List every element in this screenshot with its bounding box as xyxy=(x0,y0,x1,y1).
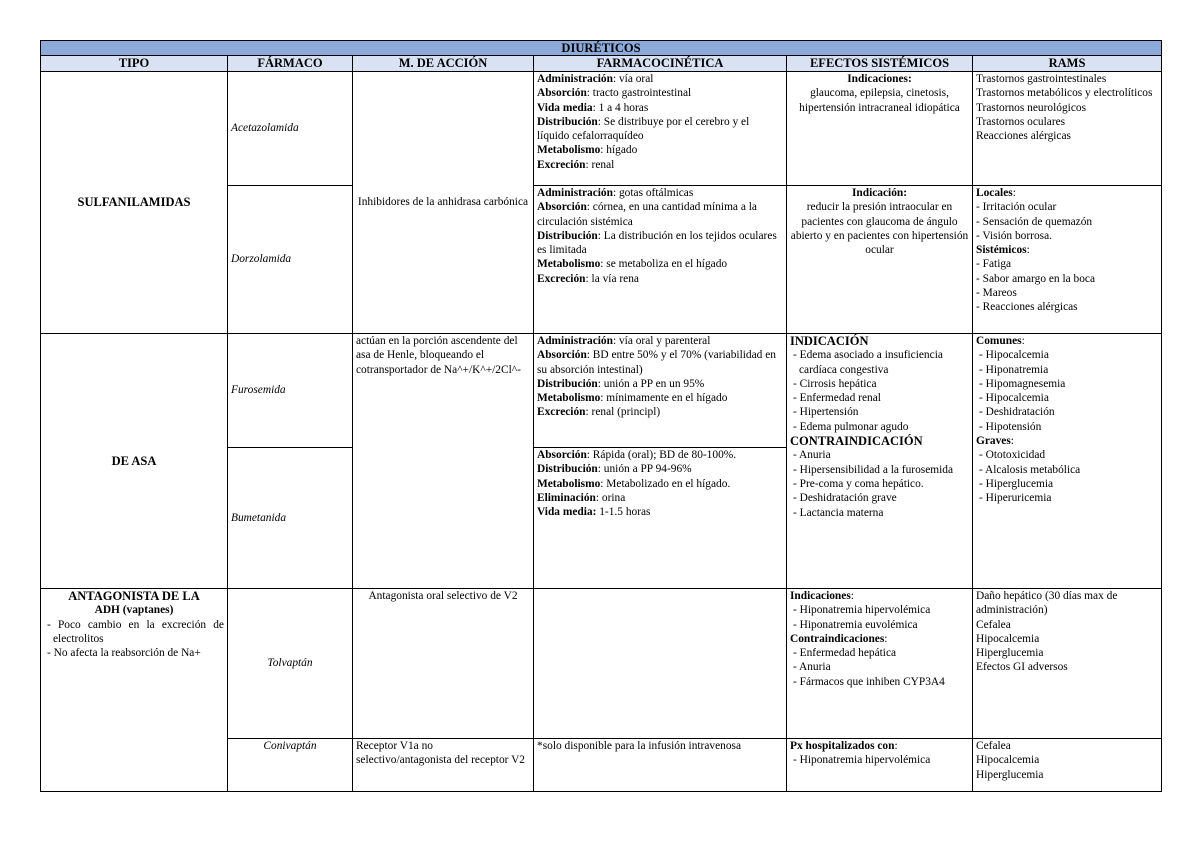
list-item: - Enfermedad hepática xyxy=(793,647,897,660)
accion-text: Antagonista oral selectivo de V2 xyxy=(368,590,518,602)
efectos-text: reducir la presión intraocular en pacientes con glaucoma de ángulo abierto y en pacientes con hipertensión ocular xyxy=(790,201,969,257)
fc-label: Absorción xyxy=(537,87,587,100)
list-item: Hiperglucemia xyxy=(976,768,1044,781)
farmaco-acetazolamida: Acetazolamida xyxy=(228,72,353,186)
rams-suffix: : xyxy=(1012,187,1016,199)
list-item: - Edema asociado a insuficiencia cardíaca congestiva xyxy=(793,349,943,376)
fc-value: : renal (principl) xyxy=(585,406,661,419)
fc-value: : hígado xyxy=(600,144,638,157)
rams-heading xyxy=(976,434,1158,448)
efectos-heading: Indicaciones: xyxy=(847,73,912,85)
rams-acetazolamida xyxy=(973,72,1162,186)
fc-label: Distribución xyxy=(537,377,598,390)
list-item: - Pre-coma y coma hepático. xyxy=(793,477,924,490)
rams-de-asa xyxy=(973,334,1162,589)
list-item: - Deshidratación grave xyxy=(793,492,897,505)
accion-text: actúan en la porción ascendente del asa de Henle, bloqueando el cotransportador de Na^+/K^+/2Cl^- xyxy=(356,335,521,376)
efectos-label: Indicaciones xyxy=(790,590,851,602)
header-farmaco: FÁRMACO xyxy=(228,56,353,72)
fc-value: : BD entre 50% y el 70% (variabilidad en su absorción intestinal) xyxy=(537,349,776,376)
list-item: - Hipertensión xyxy=(793,406,859,419)
list-item: - Hiponatremia hipervolémica xyxy=(793,604,931,617)
rams-suffix: : xyxy=(1021,335,1025,347)
fc-label: Distribución xyxy=(537,463,598,476)
farmacocinetica-dorzolamida xyxy=(534,186,787,334)
header-efectos: EFECTOS SISTÉMICOS xyxy=(787,56,973,72)
accion-text: Inhibidores de la anhidrasa carbónica xyxy=(357,196,529,209)
accion-conivaptan xyxy=(353,739,534,792)
fc-value: : unión a PP 94-96% xyxy=(597,463,692,476)
efectos-heading: CONTRAINDICACIÓN xyxy=(790,434,923,449)
list-item: - Edema pulmonar agudo xyxy=(793,420,909,433)
efectos-heading xyxy=(790,739,969,753)
rams-label: Graves xyxy=(976,435,1011,448)
efectos-heading: INDICACIÓN xyxy=(790,334,869,348)
farmaco-bumetanida: Bumetanida xyxy=(228,448,353,589)
fc-label: Excreción xyxy=(537,158,586,171)
efectos-heading xyxy=(790,632,969,646)
list-item: - Sensación de quemazón xyxy=(976,215,1093,228)
fc-value: : gotas oftálmicas xyxy=(612,187,694,199)
fc-line xyxy=(537,491,783,505)
list-item: - Hipersensibilidad a la furosemida xyxy=(793,463,954,476)
accion-de-asa xyxy=(353,334,534,589)
fc-value: 1-1.5 horas xyxy=(596,506,651,519)
accion-sulfanilamidas xyxy=(353,72,534,334)
fc-label: Absorción xyxy=(537,349,587,362)
list-item: - Hipomagnesemia xyxy=(979,377,1066,390)
fc-label: Vida media xyxy=(537,101,593,114)
fc-label: Absorción xyxy=(537,449,587,461)
fc-value: : 1 a 4 horas xyxy=(592,101,649,114)
fc-label: Administración xyxy=(537,73,613,85)
fc-value: : vía oral xyxy=(612,73,654,85)
list-item: - Fatiga xyxy=(976,258,1012,271)
farmacocinetica-furosemida xyxy=(534,334,787,448)
list-item: - Poco cambio en la excreción de electrolitos xyxy=(47,618,224,645)
table-title: DIURÉTICOS xyxy=(41,41,1162,56)
list-item: - Hiponatremia euvolémica xyxy=(793,618,918,631)
list-item: - Lactancia materna xyxy=(793,506,884,519)
fc-value: : Se distribuye por el cerebro y el líquido cefalorraquídeo xyxy=(537,115,750,143)
fc-label: Eliminación xyxy=(537,491,596,504)
fc-label: Vida media: xyxy=(537,506,597,519)
list-item: - Alcalosis metabólica xyxy=(979,463,1081,476)
header-rams: RAMS xyxy=(973,56,1162,72)
fc-value: : renal xyxy=(585,158,615,171)
farmacocinetica-bumetanida xyxy=(534,448,787,589)
efectos-heading xyxy=(790,589,969,603)
diureticos-table xyxy=(40,40,1162,792)
row-tolvaptan xyxy=(41,589,1162,739)
list-item: Trastornos gastrointestinales xyxy=(976,73,1107,85)
list-item: - Hiponatremia xyxy=(979,363,1049,376)
rams-label: Locales xyxy=(976,187,1013,199)
fc-line xyxy=(537,115,783,144)
list-item: - Enfermedad renal xyxy=(793,392,881,405)
farmaco-furosemida: Furosemida xyxy=(228,334,353,448)
efectos-heading: Indicación: xyxy=(851,187,908,199)
fc-line xyxy=(537,143,783,157)
fc-line xyxy=(537,477,783,491)
list-item: - Hipotensión xyxy=(979,420,1042,433)
list-item: - Hiperglucemia xyxy=(979,477,1054,490)
list-item: - Irritación ocular xyxy=(976,201,1057,214)
fc-line xyxy=(537,391,783,405)
fc-line xyxy=(537,334,783,348)
fc-value: : la vía rena xyxy=(585,272,639,285)
rams-suffix: : xyxy=(1010,435,1014,448)
fc-label: Excreción xyxy=(537,406,586,419)
fc-label: Administración xyxy=(537,335,613,347)
list-item: - Deshidratación xyxy=(979,406,1055,419)
efectos-conivaptan xyxy=(787,739,973,792)
header-tipo: TIPO xyxy=(41,56,228,72)
farmacocinetica-conivaptan xyxy=(534,739,787,792)
list-item: Trastornos metabólicos y electrolíticos xyxy=(976,87,1153,100)
list-item: - No afecta la reabsorción de Na+ xyxy=(47,647,201,660)
fc-line xyxy=(537,257,783,271)
rams-heading xyxy=(976,243,1158,257)
list-item: - Hiperuricemia xyxy=(979,492,1052,505)
tipo-subtitle: ADH (vaptanes) xyxy=(94,604,174,617)
efectos-suffix: : xyxy=(884,632,888,645)
rams-tolvaptan xyxy=(973,589,1162,739)
rams-label: Comunes xyxy=(976,335,1022,347)
list-item: Efectos GI adversos xyxy=(976,661,1068,674)
farmacocinetica-acetazolamida xyxy=(534,72,787,186)
rams-heading xyxy=(976,334,1158,348)
fc-line xyxy=(537,86,783,100)
fc-value: : córnea, en una cantidad mínima a la circulación sistémica xyxy=(537,201,757,228)
list-item: - Fármacos que inhiben CYP3A4 xyxy=(793,675,945,688)
header-farmacocinetica: FARMACOCINÉTICA xyxy=(534,56,787,72)
list-item: - Ototoxicidad xyxy=(979,449,1046,462)
fc-label: Distribución xyxy=(537,229,598,242)
list-item: - Mareos xyxy=(976,287,1017,300)
efectos-label: Px hospitalizados con xyxy=(790,740,895,752)
fc-value: : se metaboliza en el hígado xyxy=(600,258,728,271)
rams-heading xyxy=(976,186,1158,200)
efectos-dorzolamida xyxy=(787,186,973,334)
list-item: Daño hepático (30 días max de administración) xyxy=(976,590,1118,617)
farmaco-dorzolamida: Dorzolamida xyxy=(228,186,353,334)
fc-value: : Rápida (oral); BD de 80-100%. xyxy=(586,449,737,461)
list-item: - Reacciones alérgicas xyxy=(976,301,1078,314)
fc-value: : orina xyxy=(595,491,626,504)
fc-label: Metabolismo xyxy=(537,144,601,157)
efectos-de-asa xyxy=(787,334,973,589)
fc-label: Distribución xyxy=(537,115,598,128)
fc-line xyxy=(537,448,783,462)
rams-conivaptan xyxy=(973,739,1162,792)
title-row xyxy=(41,41,1162,56)
fc-text: *solo disponible para la infusión intravenosa xyxy=(537,740,742,752)
fc-label: Metabolismo xyxy=(537,392,601,405)
list-item: Cefalea xyxy=(976,740,1011,752)
list-item: Cefalea xyxy=(976,618,1011,631)
fc-line xyxy=(537,505,783,519)
tipo-antagonista-adh xyxy=(41,589,228,792)
fc-value: : Metabolizado en el hígado. xyxy=(600,477,731,490)
rams-suffix: : xyxy=(1026,244,1030,257)
fc-line xyxy=(537,462,783,476)
list-item: - Cirrosis hepática xyxy=(793,377,877,390)
fc-value: : tracto gastrointestinal xyxy=(586,87,692,100)
list-item: - Hipocalcemia xyxy=(979,392,1049,405)
efectos-suffix: : xyxy=(894,740,898,752)
farmaco-tolvaptan: Tolvaptán xyxy=(228,589,353,739)
fc-line xyxy=(537,200,783,229)
fc-line xyxy=(537,272,783,286)
list-item: - Hipocalcemia xyxy=(979,349,1049,362)
rams-dorzolamida xyxy=(973,186,1162,334)
farmaco-conivaptan: Conivaptán xyxy=(228,739,353,792)
accion-text: Receptor V1a no selectivo/antagonista del receptor V2 xyxy=(356,740,526,767)
fc-value: : mínimamente en el hígado xyxy=(600,392,728,405)
fc-label: Metabolismo xyxy=(537,477,601,490)
tipo-sulfanilamidas: SULFANILAMIDAS xyxy=(41,72,228,334)
farmacocinetica-tolvaptan xyxy=(534,589,787,739)
fc-value: : vía oral y parenteral xyxy=(612,335,711,347)
list-item: - Anuria xyxy=(793,661,831,674)
list-item: - Visión borrosa. xyxy=(976,229,1052,242)
list-item: - Anuria xyxy=(793,449,831,462)
list-item: Hipocalcemia xyxy=(976,754,1040,767)
fc-line xyxy=(537,405,783,419)
fc-label: Absorción xyxy=(537,201,587,214)
list-item: Trastornos oculares xyxy=(976,115,1066,128)
fc-line xyxy=(537,348,783,377)
efectos-text: glaucoma, epilepsia, cinetosis, hipertensión intracraneal idiopática xyxy=(799,87,960,114)
list-item: - Hiponatremia hipervolémica xyxy=(793,754,931,767)
fc-line xyxy=(537,186,783,200)
fc-value: : La distribución en los tejidos oculares es limitada xyxy=(537,229,777,257)
rams-label: Sistémicos xyxy=(976,244,1027,257)
list-item: Hiperglucemia xyxy=(976,647,1044,660)
fc-value: : unión a PP en un 95% xyxy=(597,377,705,390)
list-item: Reacciones alérgicas xyxy=(976,130,1071,143)
accion-tolvaptan xyxy=(353,589,534,739)
header-accion: M. DE ACCIÓN xyxy=(353,56,534,72)
fc-label: Metabolismo xyxy=(537,258,601,271)
row-furosemida xyxy=(41,334,1162,448)
header-row xyxy=(41,56,1162,72)
fc-line xyxy=(537,377,783,391)
tipo-title: ANTAGONISTA DE LA xyxy=(68,589,200,603)
list-item: Hipocalcemia xyxy=(976,632,1040,645)
efectos-suffix: : xyxy=(850,590,854,602)
fc-label: Administración xyxy=(537,187,613,199)
list-item: Trastornos neurológicos xyxy=(976,101,1087,114)
fc-line xyxy=(537,158,783,172)
row-acetazolamida xyxy=(41,72,1162,186)
efectos-label: Contraindicaciones xyxy=(790,632,885,645)
efectos-acetazolamida xyxy=(787,72,973,186)
fc-line xyxy=(537,229,783,258)
tipo-de-asa: DE ASA xyxy=(41,334,228,589)
fc-line xyxy=(537,101,783,115)
efectos-tolvaptan xyxy=(787,589,973,739)
fc-label: Excreción xyxy=(537,272,586,285)
list-item: - Sabor amargo en la boca xyxy=(976,272,1096,285)
fc-line xyxy=(537,72,783,86)
